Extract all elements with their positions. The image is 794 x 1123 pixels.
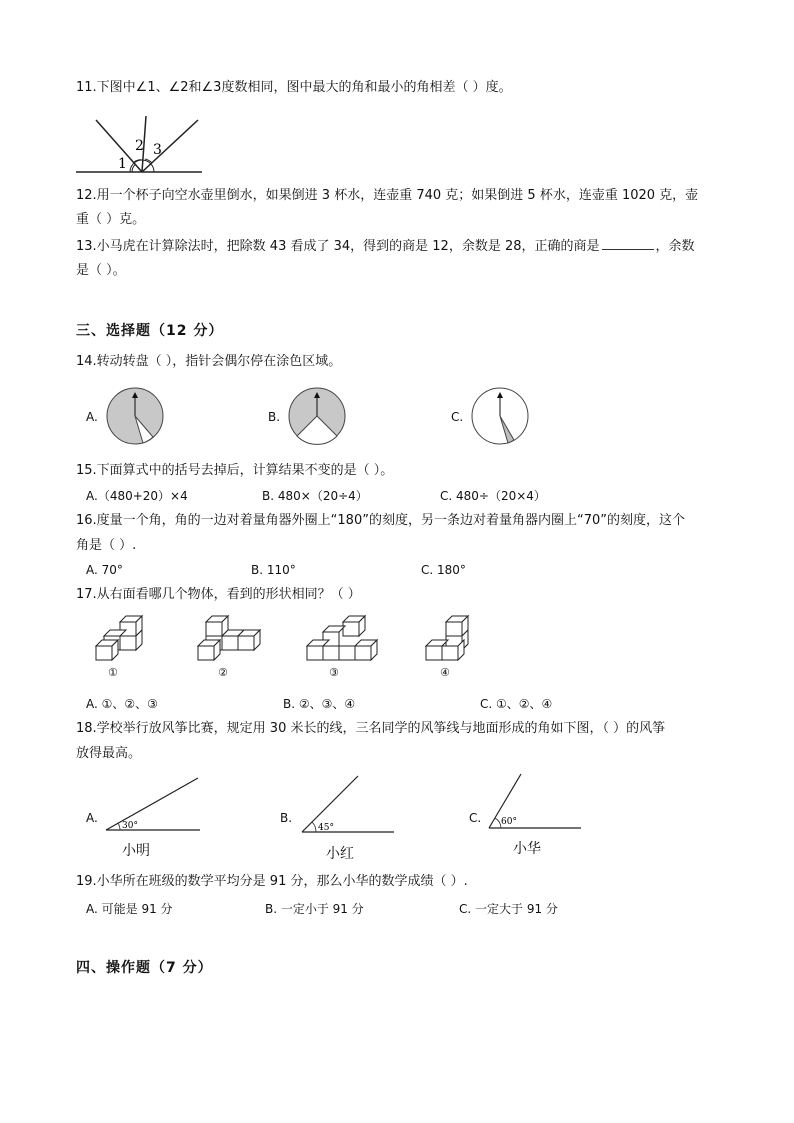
- angle-30: 30°: [122, 821, 138, 831]
- name-xiaohua: 小华: [513, 841, 541, 857]
- question-13-line2: 是（ ）。: [76, 263, 126, 278]
- option-a[interactable]: A.（480+20）×4: [86, 489, 188, 503]
- option-a[interactable]: A. ①、②、③: [86, 697, 158, 711]
- section-3-title: 三、选择题（12 分）: [76, 323, 224, 339]
- option-c[interactable]: C. 180°: [421, 563, 466, 577]
- question-11-text: 11.下图中∠1、∠2和∠3度数相同，图中最大的角和最小的角相差（ ）度。: [76, 80, 512, 95]
- option-b[interactable]: B.: [268, 410, 281, 424]
- question-12-line1: 12.用一个杯子向空水壶里倒水，如果倒进 3 杯水，连壶重 740 克；如果倒进 5 杯水，连壶重 1020 克，壶: [76, 188, 699, 203]
- question-13-line1: [76, 237, 695, 257]
- option-c[interactable]: C. 一定大于 91 分: [459, 902, 558, 916]
- cube-figure-1: [84, 614, 148, 662]
- question-18-line1: 18.学校举行放风筝比赛，规定用 30 米长的线，三名同学的风筝线与地面形成的角如下图，（ ）的风筝: [76, 721, 666, 736]
- option-a[interactable]: A.: [86, 811, 98, 825]
- option-b[interactable]: B. ②、③、④: [283, 697, 356, 711]
- kite-angle-b: [300, 774, 396, 836]
- question-19-text: 19.小华所在班级的数学平均分是 91 分，那么小华的数学成绩（ ）.: [76, 874, 468, 889]
- answer-blank[interactable]: [602, 237, 654, 250]
- figure-label-3: ③: [329, 666, 339, 679]
- name-xiaohong: 小红: [326, 846, 354, 862]
- question-17-text: 17.从右面看哪几个物体，看到的形状相同？（ ）: [76, 587, 361, 602]
- angle-45: 45°: [318, 823, 334, 833]
- angle-60: 60°: [501, 817, 517, 827]
- option-c[interactable]: C.: [451, 410, 464, 424]
- angle-label-1: 1: [118, 156, 127, 172]
- figure-label-1: ①: [108, 666, 118, 679]
- option-c[interactable]: C.: [469, 811, 482, 825]
- angle-label-3: 3: [153, 142, 162, 158]
- option-c[interactable]: C. 480÷（20×4）: [440, 489, 546, 503]
- option-a[interactable]: A. 可能是 91 分: [86, 902, 173, 916]
- question-16-line1: 16.度量一个角，角的一边对着量角器外圈上“180”的刻度，另一条边对着量角器内圈上“70”的刻度，这个: [76, 513, 685, 528]
- kite-angle-a: [104, 776, 202, 834]
- option-b[interactable]: B. 110°: [251, 563, 296, 577]
- angle-label-2: 2: [135, 138, 144, 154]
- question-13-text-a: 13.小马虎在计算除法时，把除数 43 看成了 34，得到的商是 12，余数是 28，正确的商是: [76, 239, 600, 254]
- question-16-line2: 角是（ ）.: [76, 538, 137, 553]
- angle-figure-q11: [74, 112, 204, 176]
- question-18-line2: 放得最高。: [76, 746, 142, 761]
- option-b[interactable]: B. 480×（20÷4）: [262, 489, 368, 503]
- option-a[interactable]: A. 70°: [86, 563, 123, 577]
- option-c[interactable]: C. ①、②、④: [480, 697, 553, 711]
- option-a[interactable]: A.: [86, 410, 98, 424]
- question-15-text: 15.下面算式中的括号去掉后，计算结果不变的是（ ）。: [76, 463, 394, 478]
- section-4-title: 四、操作题（7 分）: [76, 960, 213, 976]
- cube-figure-4: [422, 614, 478, 662]
- spinner-a: [105, 386, 165, 446]
- figure-label-4: ④: [440, 666, 450, 679]
- name-xiaoming: 小明: [122, 843, 150, 859]
- question-12-line2: 重（ ）克。: [76, 212, 146, 227]
- spinner-c: [470, 386, 530, 446]
- question-13-text-b: ，余数: [655, 239, 695, 254]
- option-b[interactable]: B. 一定小于 91 分: [265, 902, 364, 916]
- kite-angle-c: [487, 772, 583, 832]
- cube-figure-2: [192, 614, 262, 662]
- question-14-text: 14.转动转盘（ ），指针会偶尔停在涂色区域。: [76, 354, 342, 369]
- option-b[interactable]: B.: [280, 811, 293, 825]
- figure-label-2: ②: [218, 666, 228, 679]
- cube-figure-3: [303, 614, 383, 662]
- spinner-b: [287, 386, 347, 446]
